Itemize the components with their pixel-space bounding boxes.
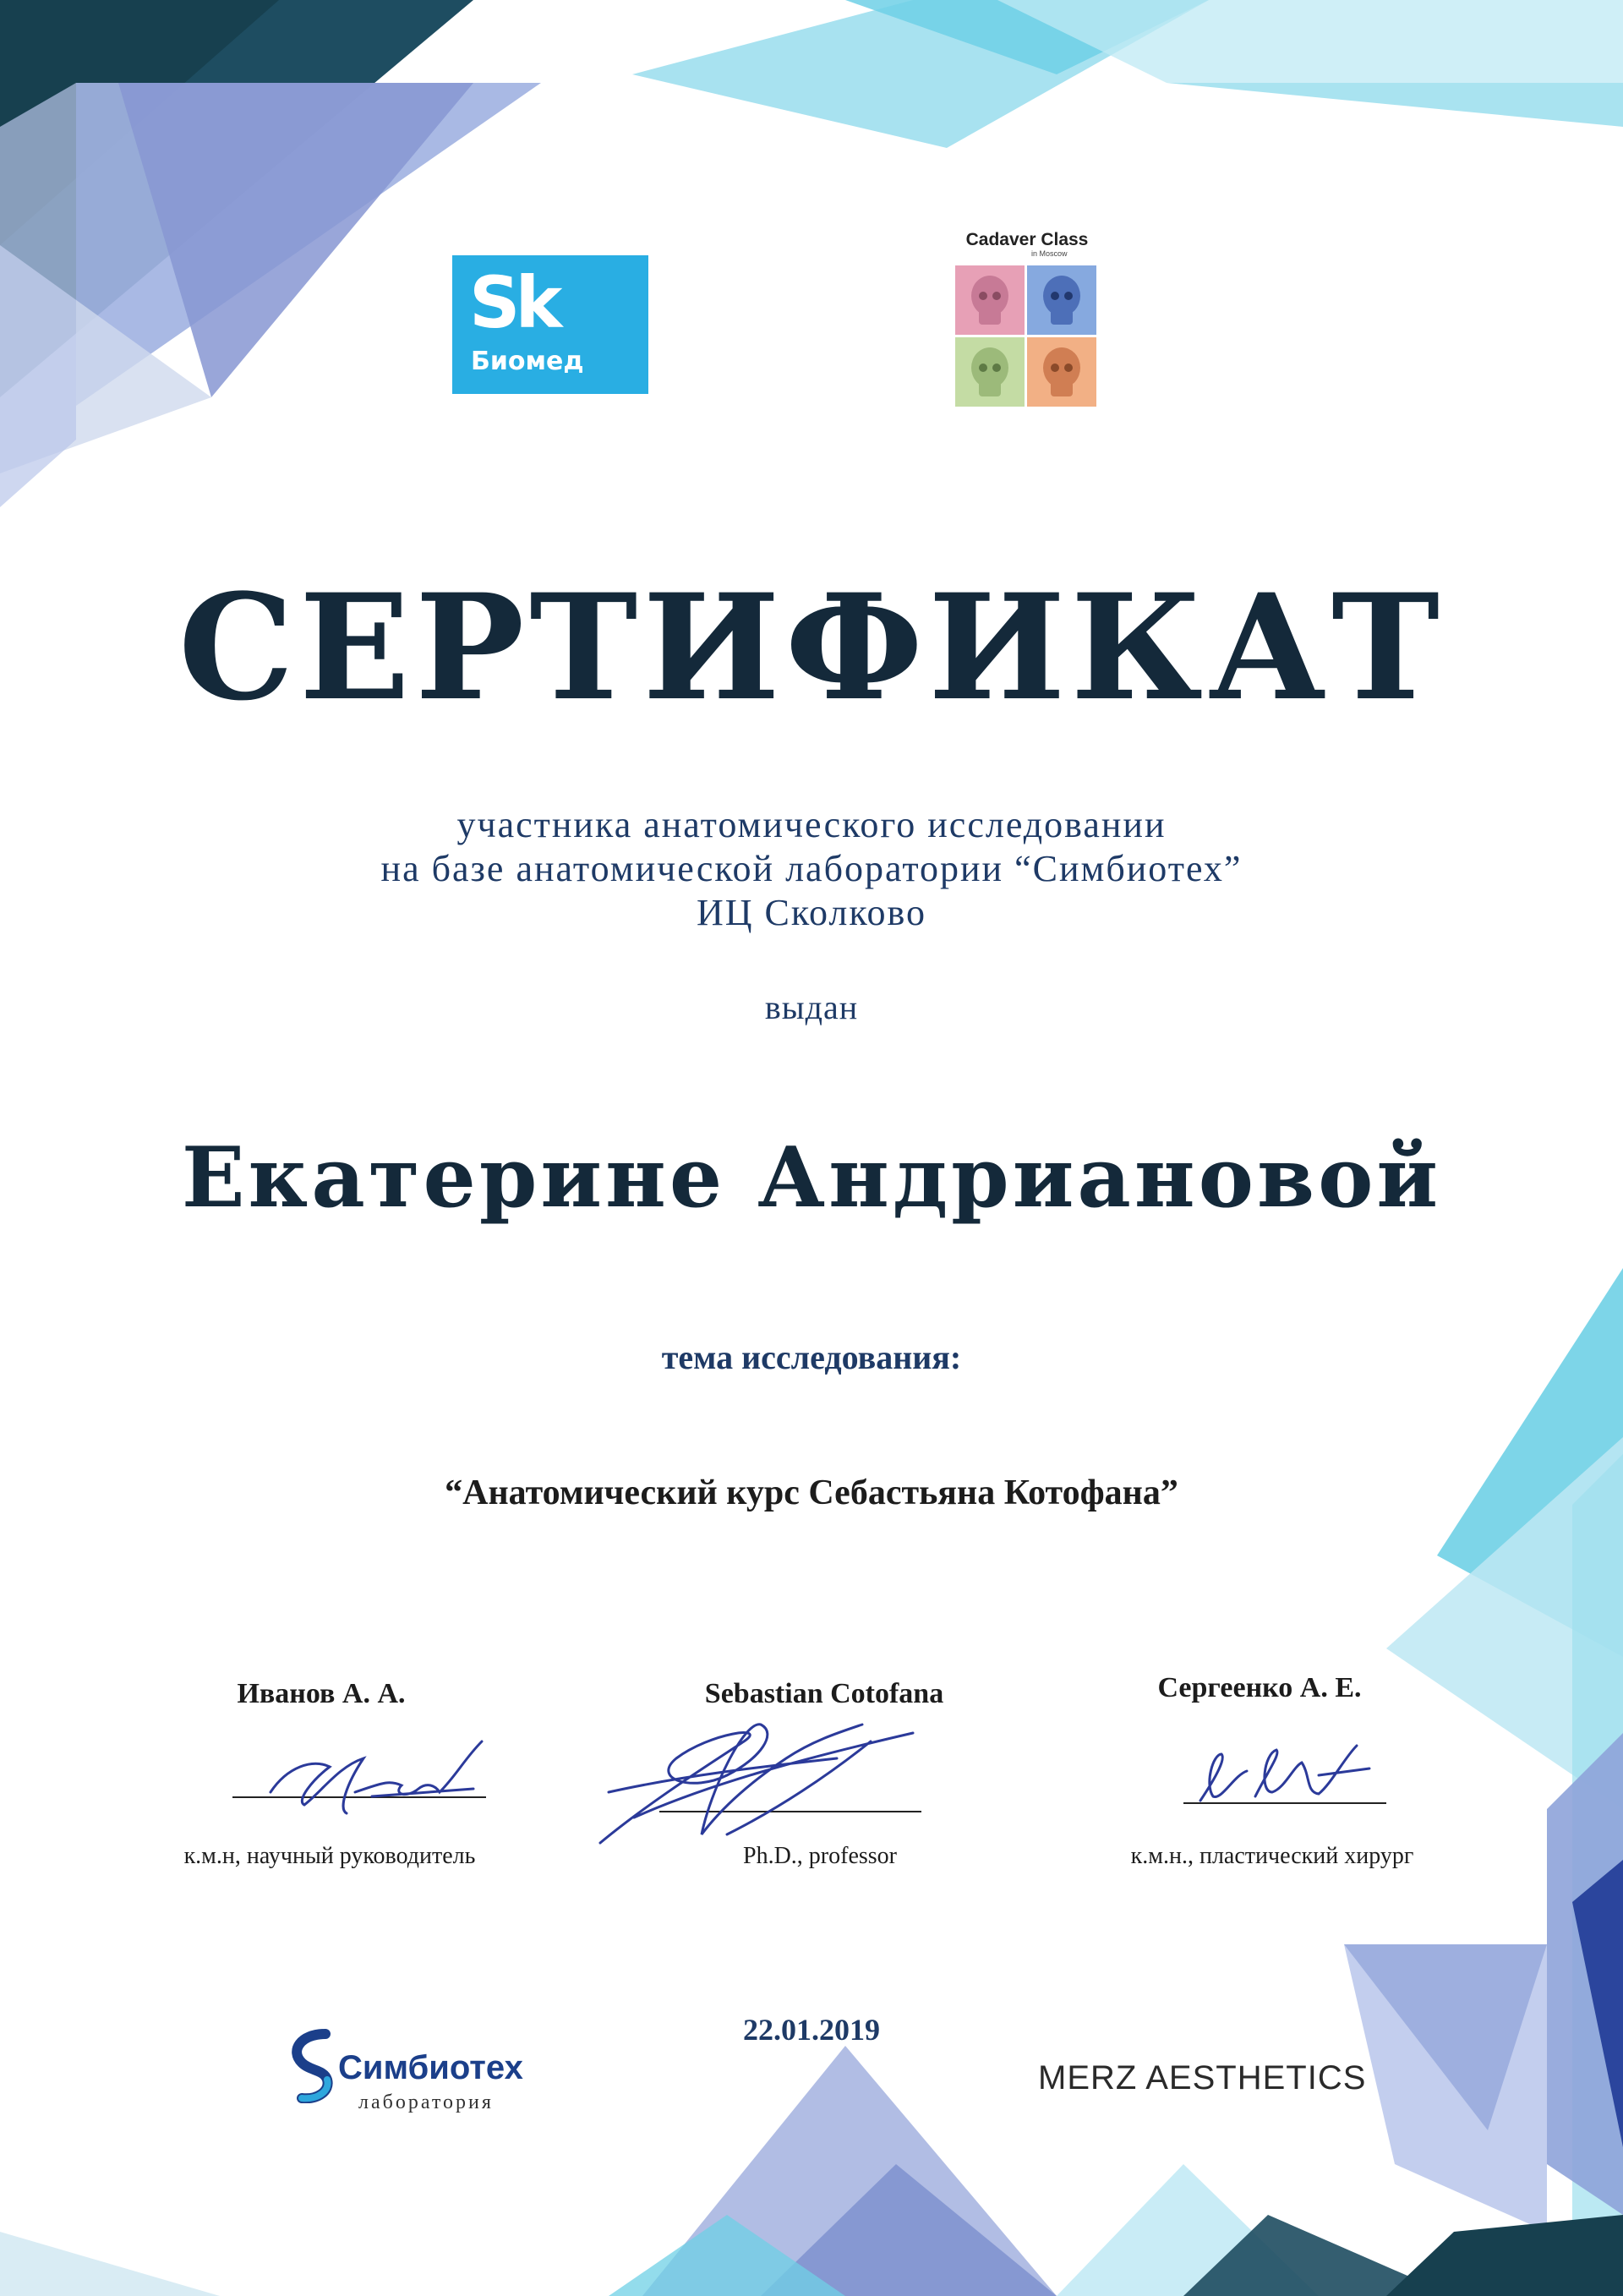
signature-3 bbox=[1175, 1725, 1386, 1818]
skull-icon bbox=[955, 337, 1025, 407]
symbiotech-name: Симбиотех bbox=[338, 2049, 523, 2086]
issued-label: выдан bbox=[764, 988, 859, 1026]
subtitle-line-2: на базе анатомической лаборатории “Симбиотех” bbox=[380, 848, 1243, 889]
signatory-name-2: Sebastian Cotofana bbox=[704, 1678, 944, 1709]
certificate-title: СЕРТИФИКАТ bbox=[178, 561, 1445, 733]
sk-biomed-logo bbox=[452, 255, 648, 394]
merz-aesthetics-logo: MERZ AESTHETICS bbox=[1038, 2059, 1367, 2096]
research-topic: “Анатомический курс Себастьяна Котофана” bbox=[445, 1473, 1178, 1512]
subtitle-line-1: участника анатомического исследовании bbox=[456, 804, 1167, 845]
recipient-name: Екатерине Андриановой bbox=[181, 1129, 1442, 1227]
signatory-title-2: Ph.D., professor bbox=[743, 1843, 897, 1869]
skull-icon bbox=[1027, 337, 1096, 407]
cadaver-class-title: Cadaver Class bbox=[965, 230, 1089, 249]
skull-icon bbox=[955, 265, 1025, 335]
symbiotech-icon bbox=[283, 2027, 342, 2103]
signature-1 bbox=[254, 1733, 507, 1826]
subtitle-line-3: ИЦ Сколково bbox=[696, 892, 927, 933]
cadaver-class-subtitle: in Moscow bbox=[1031, 249, 1068, 258]
signatory-name-1: Иванов А. А. bbox=[237, 1678, 406, 1709]
sk-logo-text: Биомед bbox=[471, 347, 584, 376]
symbiotech-subtitle: лаборатория bbox=[358, 2091, 494, 2113]
signatory-title-3: к.м.н., пластический хирург bbox=[1130, 1843, 1414, 1869]
sk-mark: Sk bbox=[469, 261, 558, 344]
topic-label: тема исследования: bbox=[661, 1338, 962, 1376]
signatory-name-3: Сергеенко А. Е. bbox=[1157, 1672, 1362, 1703]
skull-icon bbox=[1027, 265, 1096, 335]
issue-date: 22.01.2019 bbox=[743, 2013, 880, 2047]
signature-2 bbox=[583, 1699, 938, 1860]
signatory-title-1: к.м.н, научный руководитель bbox=[183, 1843, 476, 1869]
